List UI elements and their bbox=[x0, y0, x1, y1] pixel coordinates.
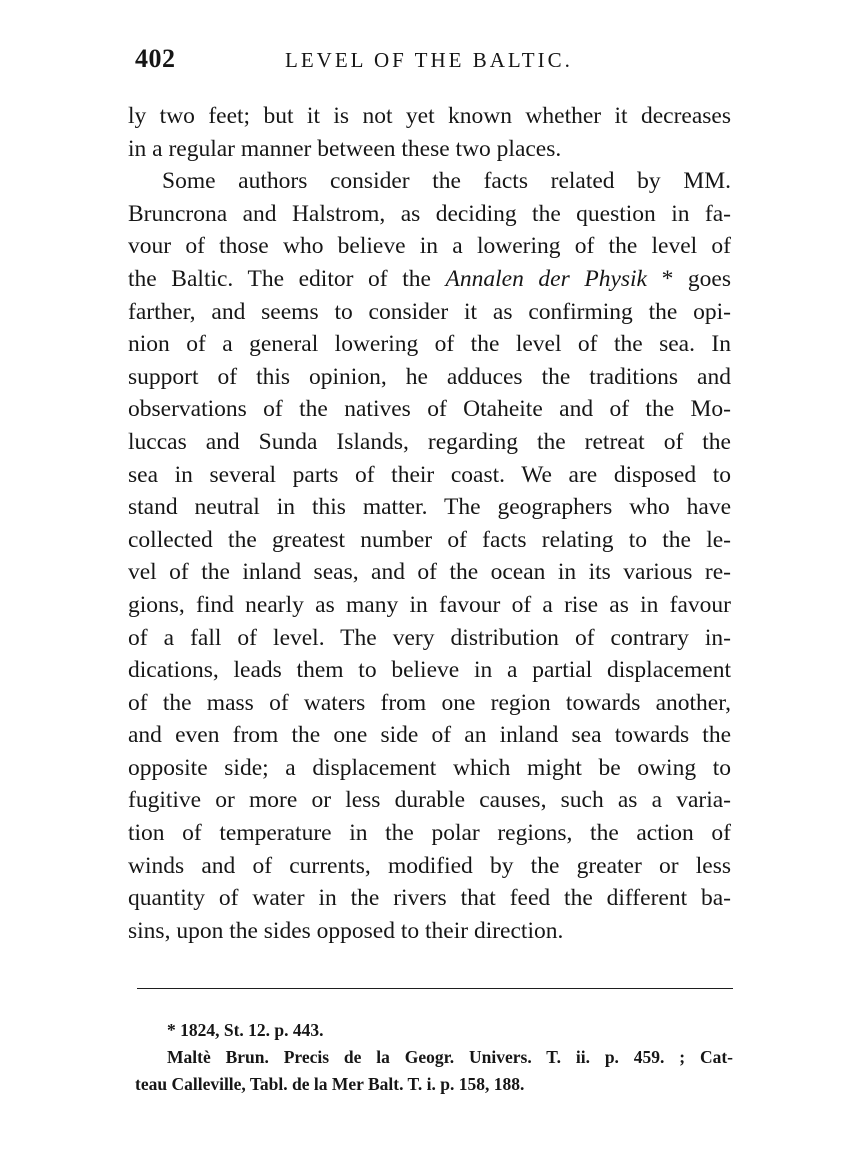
text-line: ly two feet; but it is not yet known whether it decreases bbox=[128, 103, 731, 129]
text-line: sins, upon the sides opposed to their direction. bbox=[128, 917, 564, 944]
text-line: of the mass of waters from one region towards another, bbox=[128, 689, 731, 716]
text-line: sea in several parts of their coast. We are disposed to bbox=[128, 461, 731, 488]
text-line: nion of a general lowering of the level of the sea. In bbox=[128, 331, 731, 358]
text-line: and even from the one side of an inland sea towards the bbox=[128, 722, 731, 749]
text-line: of a fall of level. The very distribution of contrary in- bbox=[128, 624, 731, 651]
footnote-line: * 1824, St. 12. p. 443. bbox=[167, 1020, 324, 1040]
text-line: luccas and Sunda Islands, regarding the retreat of the bbox=[128, 428, 731, 455]
text-line: vel of the inland seas, and of the ocean in its various re- bbox=[128, 559, 731, 586]
body-text bbox=[128, 100, 731, 947]
footnote-line: Maltè Brun. Precis de la Geogr. Univers. T. ii. p. 459. ; Cat- bbox=[167, 1047, 733, 1067]
text-line: dications, leads them to believe in a partial displacement bbox=[128, 657, 731, 684]
text-line: vour of those who believe in a lowering of the level of bbox=[128, 233, 731, 260]
text-line: observations of the natives of Otaheite and of the Mo- bbox=[128, 396, 731, 423]
text-line: stand neutral in this matter. The geographers who have bbox=[128, 494, 731, 521]
text-line: Some authors consider the facts related by MM. bbox=[162, 168, 731, 195]
text-line: opposite side; a displacement which might be owing to bbox=[128, 754, 731, 781]
text-line: in a regular manner between these two places. bbox=[128, 135, 562, 162]
text-line: quantity of water in the rivers that feed the different ba- bbox=[128, 885, 731, 912]
footnote-rule bbox=[137, 988, 733, 989]
page-number: 402 bbox=[135, 44, 176, 73]
running-title: LEVEL OF THE BALTIC. bbox=[285, 48, 573, 72]
footnote-line: teau Calleville, Tabl. de la Mer Balt. T. i. p. 158, 188. bbox=[135, 1074, 525, 1094]
text-line: winds and of currents, modified by the greater or less bbox=[128, 852, 731, 879]
italic-title: Annalen der Physik bbox=[445, 265, 647, 292]
text-line: the Baltic. The editor of the Annalen der Physik * goes bbox=[128, 265, 732, 292]
text-line: fugitive or more or less durable causes, such as a varia- bbox=[128, 787, 731, 814]
text-line: gions, find nearly as many in favour of a rise as in favour bbox=[128, 591, 731, 618]
footnotes bbox=[135, 1017, 733, 1098]
text-line: farther, and seems to consider it as confirming the opi- bbox=[128, 298, 731, 325]
text-line: collected the greatest number of facts relating to the le- bbox=[128, 526, 731, 553]
text-line: tion of temperature in the polar regions, the action of bbox=[128, 820, 731, 847]
running-head bbox=[135, 44, 735, 80]
text-line: support of this opinion, he adduces the traditions and bbox=[128, 363, 731, 390]
text-line: Bruncrona and Halstrom, as deciding the question in fa- bbox=[128, 200, 731, 227]
